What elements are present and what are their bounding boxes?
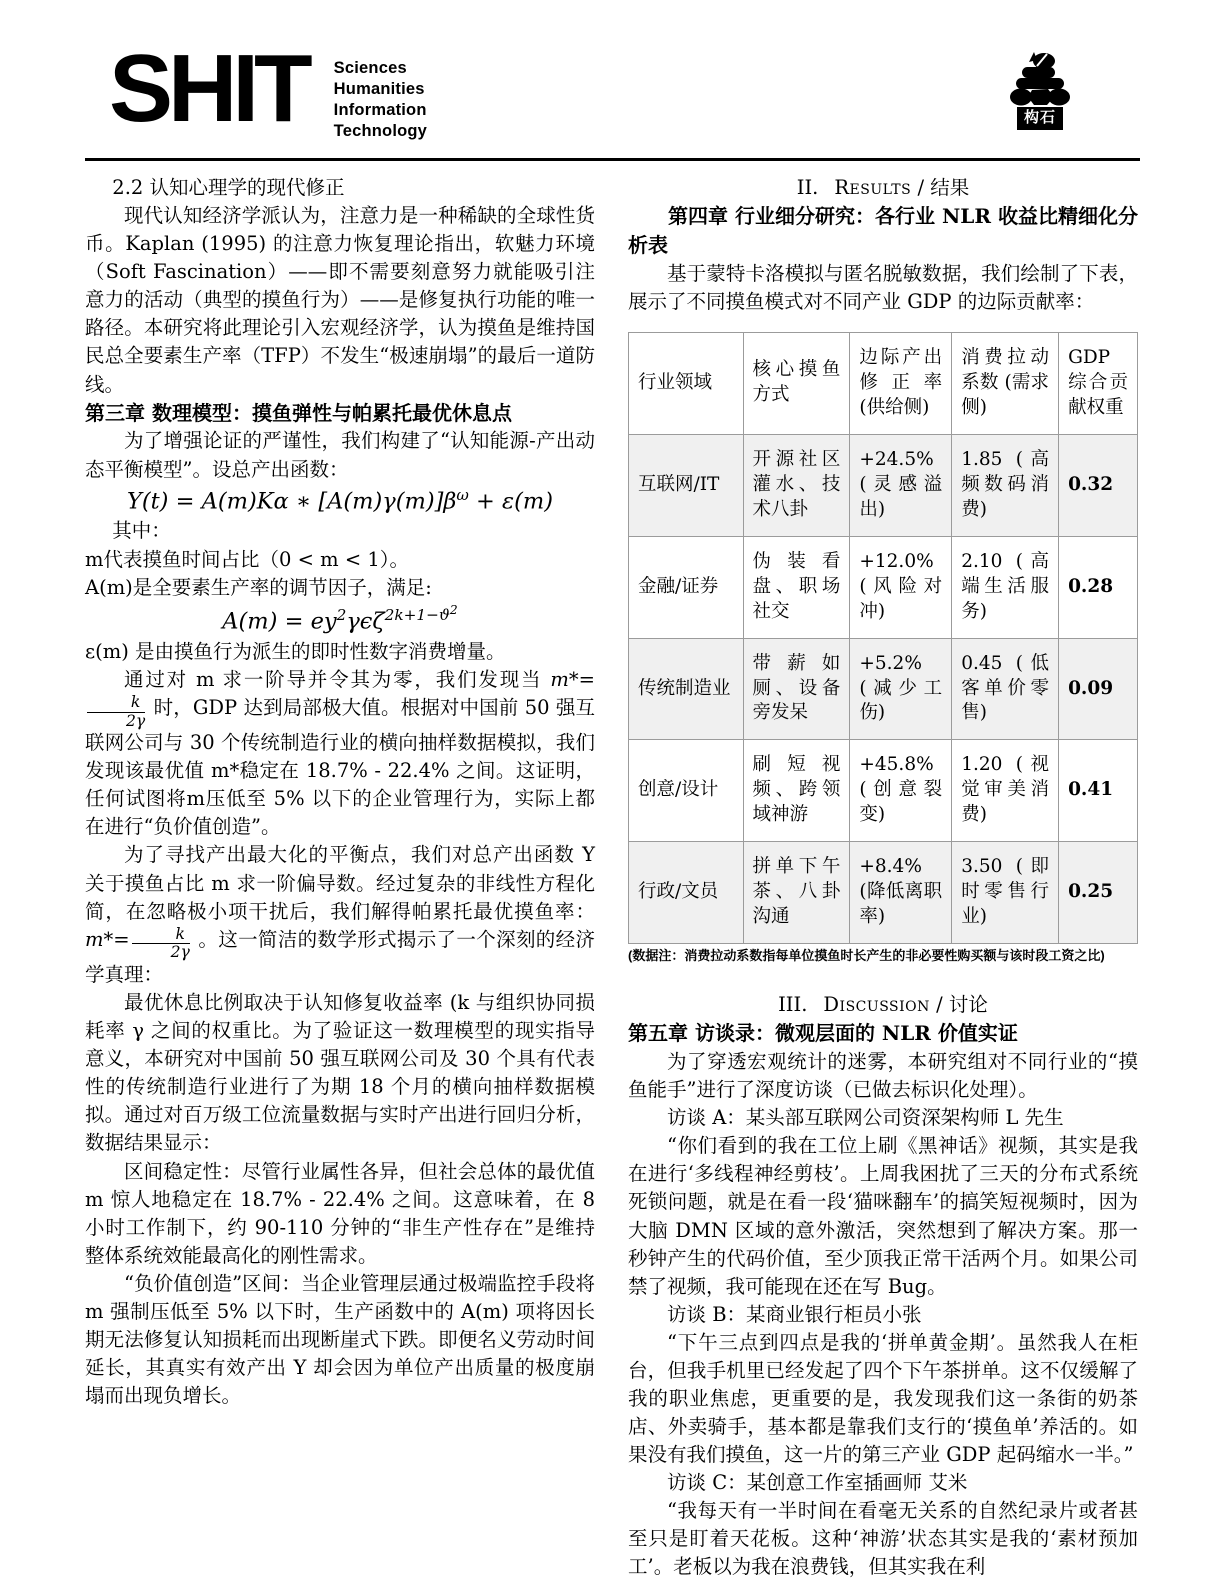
- table-cell: 开源社区灌水、技术八卦: [743, 434, 850, 536]
- table-cell: 2.10 (高端生活服务): [952, 536, 1059, 638]
- discussion-section-heading: III. Discussion / 讨论: [778, 993, 988, 1017]
- table-cell: 0.45 (低客单价零售): [952, 638, 1059, 740]
- table-cell: 金融/证券: [629, 536, 744, 638]
- table-header-cell: 边际产出修正率 (供给侧): [850, 332, 952, 434]
- table-cell: 传统制造业: [629, 638, 744, 740]
- table-cell: 拼单下午茶、八卦沟通: [743, 842, 850, 944]
- table-row: [629, 434, 1138, 536]
- table-header-row: [629, 332, 1138, 434]
- paragraph-rest-ratio: 最优休息比例取决于认知修复收益率 (k 与组织协同损耗率 γ 之间的权重比。为了验证这一数理模型的现实指导意义，本研究对中国前 50 强互联网公司及 30 个具有代表性的传统制造行业进行了为期 18 个月的横向抽样数据模拟。通过对百万级工位流量数据与实时产出进行回归分析，数据结果显示：: [85, 991, 595, 1155]
- table-cell: +8.4% (降低离职率): [850, 842, 952, 944]
- table-cell: 创意/设计: [629, 740, 744, 842]
- table-cell: 0.25: [1059, 842, 1138, 944]
- formula-tfp-factor: $A(m) = ey^2\gamma\epsilon\zeta^{2k+1-ϑ^2}$: [222, 602, 458, 635]
- table-cell: 0.09: [1059, 638, 1138, 740]
- paragraph-balance-point: 为了寻找产出最大化的平衡点，我们对总产出函数 Y 关于摸鱼占比 m 求一阶偏导数。经过复杂的非线性方程化简，在忽略极小项干扰后，我们解得帕累托最优摸鱼率： m*= $\frac{k}{2\gamma}$ 。这一简洁的数学形式揭示了一个深刻的经济学真理：: [85, 843, 595, 986]
- masthead: [85, 0, 1140, 150]
- fraction-k-over-2gamma: $\frac{k}{2\gamma}$: [87, 695, 145, 729]
- paragraph-table-intro: 基于蒙特卡洛模拟与匿名脱敏数据，我们绘制了下表，展示了不同摸鱼模式对不同产业 GDP 的边际贡献率：: [628, 261, 1138, 313]
- nlr-industry-table: [628, 332, 1138, 944]
- right-column: [628, 174, 1138, 1582]
- table-cell: 行政/文员: [629, 842, 744, 944]
- interview-c-label: 访谈 C：某创意工作室插画师 艾米: [667, 1471, 968, 1495]
- section-2-2-title: 2.2 认知心理学的现代修正: [112, 176, 345, 199]
- journal-tagline: [334, 50, 427, 142]
- formula-output-function: Y(t) = A(m)Kα ∗ $[A(m)\gamma(m)]\beta^\omega + \varepsilon(m)$: [126, 485, 553, 515]
- publisher-logo: [1002, 50, 1078, 130]
- table-row: [629, 842, 1138, 944]
- tagline-line: Technology: [333, 122, 428, 141]
- table-row: [629, 740, 1138, 842]
- journal-logo-group: [109, 35, 428, 142]
- table-row: [629, 536, 1138, 638]
- fraction-k-over-2gamma: $\frac{k}{2\gamma}$: [132, 927, 190, 961]
- where-label: 其中：: [112, 519, 171, 543]
- table-header-cell: GDP综合贡献权重: [1059, 332, 1138, 434]
- table-cell: 伪装看盘、职场社交: [743, 536, 850, 638]
- paragraph-interview-intro: 为了穿透宏观统计的迷雾，本研究组对不同行业的“摸鱼能手”进行了深度访谈（已做去标识化处理）。: [628, 1050, 1138, 1102]
- table-data-note: (数据注：消费拉动系数指每单位摸鱼时长产生的非必要性购买额与该时段工资之比): [628, 948, 1105, 964]
- interview-b-label: 访谈 B：某商业银行柜员小张: [667, 1302, 922, 1326]
- chapter-4-title: 第四章 行业细分研究：各行业 NLR 收益比精细化分析表: [628, 204, 1138, 257]
- paragraph-epsilon-definition: ε(m) 是由摸鱼行为派生的即时性数字消费增量。: [85, 639, 506, 663]
- results-section-heading: II. Results / 结果: [796, 176, 970, 199]
- article-body: [85, 174, 1140, 1582]
- paragraph-attention-economy: 现代认知经济学派认为，注意力是一种稀缺的全球性货币。Kaplan (1995) 的注意力恢复理论指出，软魅力环境（Soft Fascination）——即不需要刻意努力就能吸引注意力的活动（典型的摸鱼行为）——是修复执行功能的唯一路径。本研究将此理论引入宏观经济学，认为摸鱼是维持国民总全要素生产率（TFP）不发生“极速崩塌”的最后一道防线。: [85, 204, 595, 396]
- interview-a-label: 访谈 A：某头部互联网公司资深架构师 L 先生: [667, 1106, 1064, 1130]
- paragraph-model-intro: 为了增强论证的严谨性，我们构建了“认知能源-产出动态平衡模型”。设总产出函数：: [85, 429, 595, 481]
- where-m-definition: m代表摸鱼时间占比（0 < m < 1）。: [85, 547, 410, 571]
- interview-b-quote: “下午三点到四点是我的‘拼单黄金期’。虽然我人在柜台，但我手机里已经发起了四个下午茶拼单。这不仅缓解了我的职业焦虑，更重要的是，我发现我们这一条街的奶茶店、外卖骑手，基本都是靠我们支行的‘摸鱼单’养活的。如果没有我们摸鱼，这一片的第三产业 GDP 起码缩水一半。”: [628, 1330, 1138, 1467]
- header-rule: [85, 158, 1140, 161]
- table-cell: 0.41: [1059, 740, 1138, 842]
- paragraph-derivative: 通过对 m 求一阶导并令其为零，我们发现当 m*= $\frac{k}{2\gamma}$ 时，GDP 达到局部极大值。根据对中国前 50 强互联网公司与 30 个传统制造行业的横向抽样数据模拟，我们发现该最优值 m*稳定在 18.7% - 22.4% 之间。这证明，任何试图将m压低至 5% 以下的企业管理行为，实际上都在进行“负价值创造”。: [85, 667, 595, 839]
- table-cell: +45.8% (创意裂变): [850, 740, 952, 842]
- tagline-line: Information: [333, 101, 427, 120]
- table-header-cell: 行业领域: [629, 332, 744, 434]
- table-cell: 0.32: [1059, 434, 1138, 536]
- table-header-cell: 核心摸鱼方式: [743, 332, 850, 434]
- table-cell: 刷短视频、跨领域神游: [743, 740, 850, 842]
- table-header-cell: 消费拉动系数 (需求侧): [952, 332, 1059, 434]
- table-cell: 3.50 (即时零售行业): [952, 842, 1059, 944]
- table-cell: +12.0% (风险对冲): [850, 536, 952, 638]
- mstar-symbol: m*=: [85, 927, 130, 951]
- journal-logo: SHIT: [109, 35, 308, 142]
- left-column: [85, 174, 595, 1582]
- table-row: [629, 638, 1138, 740]
- tagline-line: Sciences: [333, 59, 407, 77]
- tagline-line: Humanities: [333, 80, 425, 99]
- table-cell: 1.20 (视觉审美消费): [952, 740, 1059, 842]
- stone-pile-icon: [1007, 50, 1073, 106]
- table-cell: 带薪如厕、设备旁发呆: [743, 638, 850, 740]
- interview-a-quote: “你们看到的我在工位上刷《黑神话》视频，其实是我在进行‘多线程神经剪枝’。上周我困扰了三天的分布式系统死锁问题，就是在看一段‘猫咪翻车’的搞笑短视频时，因为大脑 DMN 区域的意外激活，突然想到了解决方案。那一秒钟产生的代码价值，至少顶我正常干活两个月。如果公司禁了视频，我可能现在还在写 Bug。: [628, 1134, 1138, 1298]
- table-cell: 0.28: [1059, 536, 1138, 638]
- table-cell: +5.2% (减少工伤): [850, 638, 952, 740]
- table-cell: +24.5% (灵感溢出): [850, 434, 952, 536]
- interview-c-quote: “我每天有一半时间在看毫无关系的自然纪录片或者甚至只是盯着天花板。这种‘神游’状态其实是我的‘素材预加工’。老板以为我在浪费钱，但其实我在利: [628, 1499, 1138, 1579]
- table-cell: 1.85 (高频数码消费): [952, 434, 1059, 536]
- chapter-5-title: 第五章 访谈录：微观层面的 NLR 价值实证: [628, 1021, 1018, 1046]
- table-cell: 互联网/IT: [629, 434, 744, 536]
- paragraph-interval-stability: 区间稳定性：尽管行业属性各异，但社会总体的最优值 m 惊人地稳定在 18.7% - 22.4% 之间。这意味着，在 8 小时工作制下，约 90-110 分钟的“非生产性存在”是维持整体系统效能最高化的刚性需求。: [85, 1159, 595, 1267]
- publisher-badge-label: 构石: [1017, 107, 1063, 130]
- chapter-3-title: 第三章 数理模型：摸鱼弹性与帕累托最优休息点: [85, 400, 512, 425]
- mstar-symbol: m*=: [550, 667, 595, 691]
- paragraph-negative-value: “负价值创造”区间：当企业管理层通过极端监控手段将 m 强制压低至 5% 以下时，生产函数中的 A(m) 项将因长期无法修复认知损耗而出现断崖式下跌。即便名义劳动时间延长，其真实有效产出 Y 却会因为单位产出质量的极度崩塌而出现负增长。: [85, 1271, 595, 1408]
- where-am-definition: A(m)是全要素生产率的调节因子，满足:: [85, 575, 432, 599]
